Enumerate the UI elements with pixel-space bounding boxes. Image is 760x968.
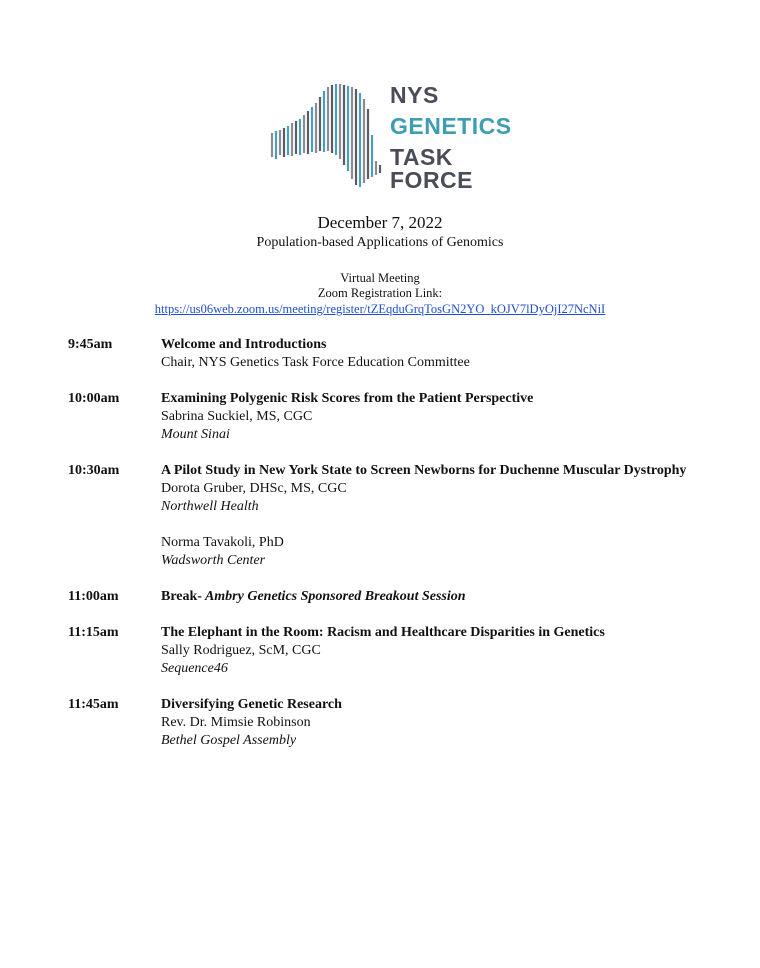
agenda-speaker: Sabrina Suckiel, MS, CGC <box>161 409 313 424</box>
agenda-time: 11:45am <box>68 697 119 712</box>
agenda-item <box>68 588 728 606</box>
agenda-title: A Pilot Study in New York State to Screen Newborns for Duchenne Muscular Dystrophy <box>161 463 687 478</box>
agenda-time: 9:45am <box>68 337 113 352</box>
agenda-item <box>68 390 728 444</box>
new-york-state-barcode-icon <box>270 75 390 195</box>
agenda-affiliation: Mount Sinai <box>161 427 230 442</box>
logo-line-nys: NYS <box>390 82 439 108</box>
logo-line-genetics: GENETICS <box>390 113 512 139</box>
logo-wordmark <box>390 82 512 193</box>
agenda-title: Welcome and Introductions <box>161 337 327 352</box>
zoom-registration-link[interactable]: https://us06web.zoom.us/meeting/register/tZEqduGrqTosGN2YO_kOJV7lDyOjI27NcNiI <box>154 302 606 316</box>
agenda-speaker-2: Norma Tavakoli, PhD <box>161 535 284 550</box>
agenda-title <box>161 588 728 606</box>
agenda-list <box>68 336 728 768</box>
agenda-affiliation-2: Wadsworth Center <box>161 553 266 568</box>
agenda-time: 11:15am <box>68 625 119 640</box>
agenda-speaker: Dorota Gruber, DHSc, MS, CGC <box>161 481 347 496</box>
nys-genetics-logo <box>270 75 512 195</box>
meeting-subtitle: Population-based Applications of Genomics <box>256 235 504 250</box>
agenda-item <box>68 336 728 372</box>
break-label: Break- <box>161 589 202 604</box>
agenda-title: Diversifying Genetic Research <box>161 697 342 712</box>
zoom-registration-label: Zoom Registration Link: <box>317 286 443 300</box>
agenda-affiliation: Bethel Gospel Assembly <box>161 733 297 748</box>
agenda-affiliation: Northwell Health <box>161 499 259 514</box>
meeting-date: December 7, 2022 <box>317 213 443 232</box>
agenda-affiliation: Sequence46 <box>161 661 228 676</box>
agenda-item <box>68 462 728 570</box>
agenda-item <box>68 624 728 678</box>
break-session-label: Ambry Genetics Sponsored Breakout Session <box>201 589 466 604</box>
agenda-time: 11:00am <box>68 589 119 604</box>
agenda-title: The Elephant in the Room: Racism and Healthcare Disparities in Genetics <box>161 625 605 640</box>
agenda-speaker: Rev. Dr. Mimsie Robinson <box>161 715 311 730</box>
logo-line-task-force: TASK FORCE <box>390 144 473 193</box>
agenda-time: 10:30am <box>68 463 120 478</box>
agenda-time: 10:00am <box>68 391 120 406</box>
agenda-item <box>68 696 728 750</box>
agenda-chair: Chair, NYS Genetics Task Force Education Committee <box>161 355 470 370</box>
agenda-speaker: Sally Rodriguez, ScM, CGC <box>161 643 321 658</box>
agenda-title: Examining Polygenic Risk Scores from the Patient Perspective <box>161 391 534 406</box>
virtual-meeting-label: Virtual Meeting <box>340 271 420 285</box>
